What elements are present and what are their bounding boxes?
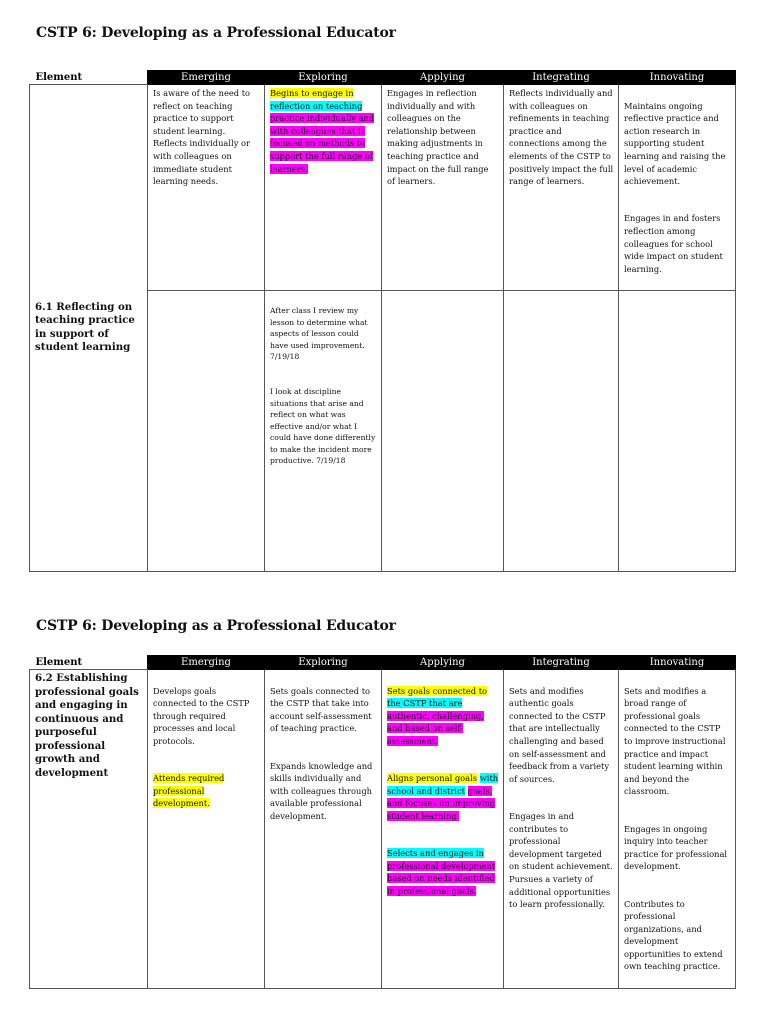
integrating-text: Reflects individually and with colleagues on refinements in teaching practice and connections among the elements of the CSTP to positively impact the full range of learners. — [509, 88, 614, 187]
highlight-yellow: Sets goals connected to — [387, 685, 488, 696]
header-emerging: Emerging — [148, 71, 265, 85]
highlight-cyan: Selects and engages in — [387, 848, 484, 859]
emerging-text: Is aware of the need to reflect on teaching practice to support student learning. Reflects individually or with colleagues on immediate student learning needs. — [153, 88, 251, 187]
element-cell — [30, 670, 148, 989]
element-name: 6.2 Establishing professional goals and engaging in continuous and purposeful professional growth and development — [35, 672, 139, 779]
applying-para — [387, 685, 499, 748]
integrating-para: Sets and modifies authentic goals connected to the CSTP that are intellectually challenging and based on self-assessment and feedback from a variety of sources. — [509, 685, 610, 784]
applying-cell — [382, 85, 504, 291]
highlight-yellow: Aligns personal goals — [387, 773, 478, 784]
innovating-text — [619, 670, 735, 988]
highlight-yellow: Attends required professional development. — [153, 773, 225, 809]
header-element: Element — [30, 71, 148, 85]
element-cell — [30, 85, 148, 572]
exploring-text — [265, 85, 381, 177]
highlight-cyan: with school and district — [387, 773, 499, 796]
innovating-text — [619, 85, 735, 290]
exploring-para: Expands knowledge and skills individually and with colleagues through available professional development. — [270, 760, 373, 821]
integrating-text — [504, 670, 618, 925]
innovating-para: Maintains ongoing reflective practice and action research in supporting student learning and raising the level of academic achievement. — [624, 100, 726, 187]
innovating-para: Engages in ongoing inquiry into teacher practice for professional development. — [624, 823, 728, 872]
evidence-para: I look at discipline situations that arise and reflect on what was effective and/or what I could have done differently to make the incident more productive. 7/19/18 — [270, 387, 376, 466]
evidence-applying-cell — [382, 290, 504, 571]
integrating-para: Engages in and contributes to professional development targeted on student achievement. Pursues a variety of additional opportunities to learn professionally. — [509, 810, 613, 910]
exploring-cell — [265, 670, 382, 989]
section1-table — [29, 70, 736, 572]
highlight-yellow: Begins to engage in — [270, 88, 354, 98]
header-row — [30, 656, 736, 670]
innovating-para: Sets and modifies a broad range of professional goals connected to the CSTP to improve instructional practice and impact student learning within and beyond the classroom. — [624, 685, 726, 797]
header-innovating: Innovating — [619, 71, 736, 85]
descriptor-row — [30, 85, 736, 291]
emerging-para: Develops goals connected to the CSTP through required processes and local protocols. — [153, 685, 250, 746]
innovating-para: Contributes to professional organizations, and development opportunities to extend own teaching practice. — [624, 898, 723, 972]
highlight-cyan: reflection on teaching — [270, 100, 363, 111]
header-exploring: Exploring — [265, 71, 382, 85]
header-exploring: Exploring — [265, 656, 382, 670]
header-innovating: Innovating — [619, 656, 736, 670]
element-name: 6.1 Reflecting on teaching practice in support of student learning — [35, 300, 135, 354]
emerging-cell — [148, 670, 265, 989]
exploring-cell — [265, 85, 382, 291]
evidence-integrating-cell — [504, 290, 619, 571]
evidence-exploring-cell — [265, 290, 382, 571]
evidence-innovating-cell — [619, 290, 736, 571]
emerging-cell — [148, 85, 265, 291]
innovating-para: Engages in and fosters reflection among colleagues for school wide impact on student learning. — [624, 213, 723, 274]
header-emerging: Emerging — [148, 656, 265, 670]
highlight-magenta: practice individually and with colleagues that is focused on methods to support the full range of learners. — [270, 113, 375, 174]
innovating-cell — [619, 85, 736, 291]
header-row — [30, 71, 736, 85]
applying-cell — [382, 670, 504, 989]
emerging-text — [148, 670, 264, 825]
evidence-emerging-cell — [148, 290, 265, 571]
innovating-cell — [619, 670, 736, 989]
section2-table — [29, 655, 736, 989]
header-integrating: Integrating — [504, 656, 619, 670]
header-integrating: Integrating — [504, 71, 619, 85]
highlight-magenta: goals, and focuses on improving student learning. — [387, 785, 496, 821]
highlight-magenta: professional development based on needs identified in professional goals. — [387, 860, 496, 896]
applying-para — [387, 847, 499, 897]
descriptor-row — [30, 670, 736, 989]
exploring-text — [265, 670, 381, 837]
integrating-cell — [504, 85, 619, 291]
header-applying: Applying — [382, 71, 504, 85]
applying-text: Engages in reflection individually and with colleagues on the relationship between making adjustments in teaching practice and impact on the full range of learners. — [387, 88, 489, 187]
section1-title: CSTP 6: Developing as a Professional Educator — [36, 25, 396, 41]
applying-para — [387, 772, 499, 822]
emerging-para — [153, 772, 260, 810]
evidence-para: After class I review my lesson to determine what aspects of lesson could have used improvement. 7/19/18 — [270, 306, 368, 362]
integrating-cell — [504, 670, 619, 989]
header-element: Element — [30, 656, 148, 670]
highlight-cyan: the CSTP that are — [387, 698, 463, 709]
exploring-para: Sets goals connected to the CSTP that take into account self-assessment of teaching practice. — [270, 685, 372, 734]
header-applying: Applying — [382, 656, 504, 670]
section2-title: CSTP 6: Developing as a Professional Educator — [36, 618, 396, 634]
applying-text — [382, 670, 503, 912]
highlight-magenta: authentic, challenging, and based on self-assessment. — [387, 710, 484, 746]
evidence-text — [265, 291, 381, 481]
